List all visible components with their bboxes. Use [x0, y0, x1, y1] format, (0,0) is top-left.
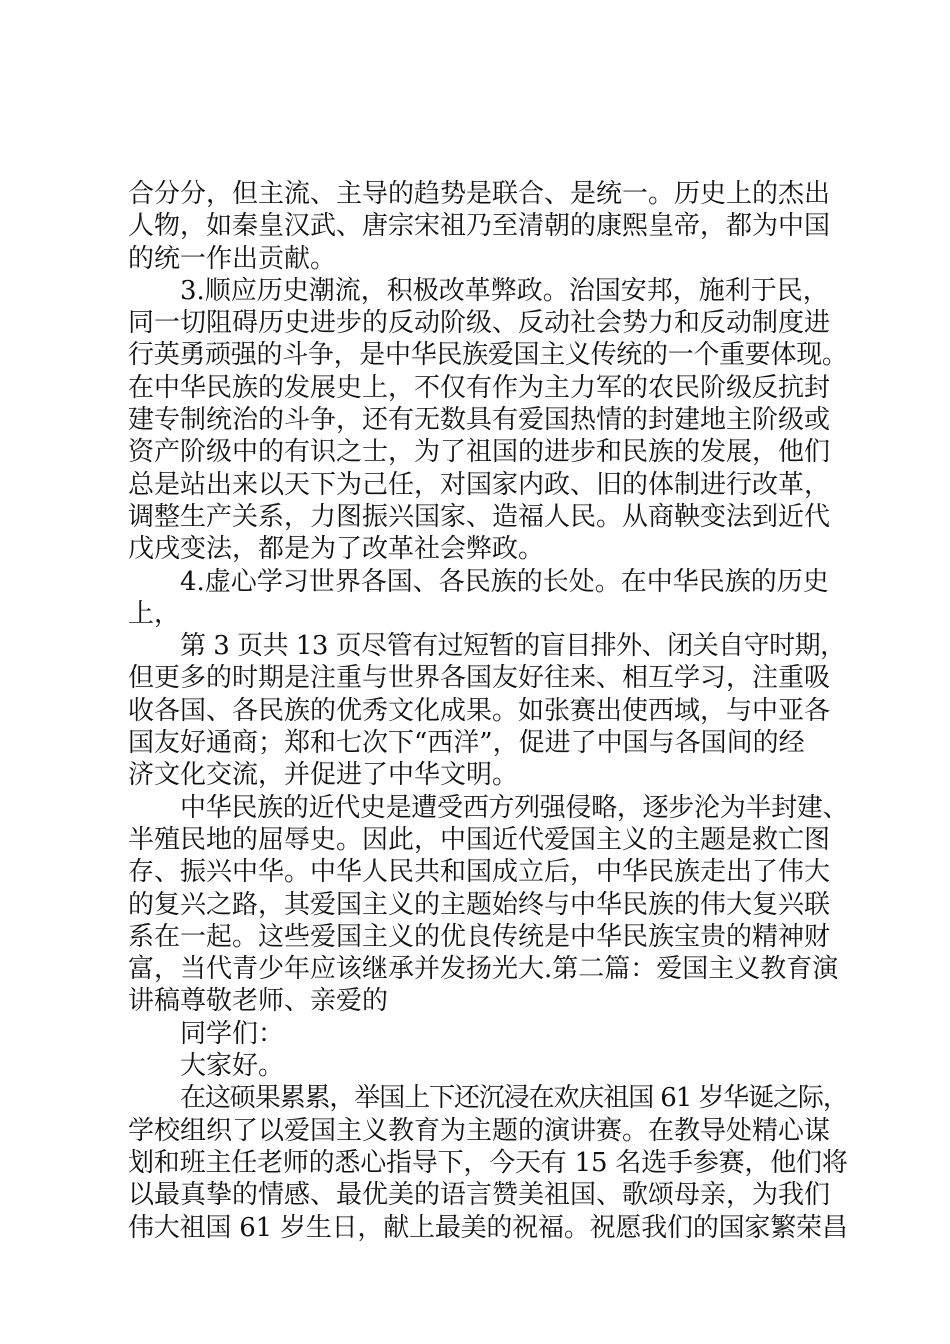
- text-line: 同一切阻碍历史进步的反动阶级、反动社会势力和反动制度进: [128, 308, 831, 339]
- text-line: 建专制统治的斗争，还有无数具有爱国热情的封建地主阶级或: [128, 405, 831, 436]
- text-line: 的复兴之路，其爱国主义的主题始终与中华民族的伟大复兴联: [128, 889, 831, 920]
- text-line: 合分分，但主流、主导的趋势是联合、是统一。历史上的杰出: [128, 179, 831, 209]
- text-line: 人物，如秦皇汉武、唐宗宋祖乃至清朝的康熙皇帝，都为中国: [128, 211, 831, 242]
- text-line: 大家好。: [180, 1051, 285, 1082]
- text-line: 学校组织了以爱国主义教育为主题的演讲赛。在教导处精心谋: [128, 1115, 831, 1146]
- text-line: 调整生产关系，力图振兴国家、造福人民。从商鞅变法到近代: [128, 501, 831, 532]
- document-body: [128, 178, 848, 1244]
- text-line: 划和班主任老师的悉心指导下，今天有 15 名选手参赛，他们将: [128, 1147, 848, 1178]
- text-line: 3.顺应历史潮流，积极改革弊政。治国安邦，施利于民，: [180, 275, 829, 306]
- text-line: 存、振兴中华。中华人民共和国成立后，中华民族走出了伟大: [128, 857, 831, 888]
- text-line: 系在一起。这些爱国主义的优良传统是中华民族宝贵的精神财: [128, 921, 831, 952]
- text-line: 伟大祖国 61 岁生日，献上最美的祝福。祝愿我们的国家繁荣昌: [128, 1212, 848, 1243]
- text-line: 的统一作出贡献。: [128, 243, 337, 274]
- text-line: 收各国、各民族的优秀文化成果。如张赛出使西域，与中亚各: [128, 695, 831, 726]
- text-line: 同学们：: [180, 1018, 285, 1049]
- text-line: 以最真挚的情感、最优美的语言赞美祖国、歌颂母亲，为我们: [128, 1180, 831, 1211]
- text-line: 总是站出来以天下为己任，对国家内政、旧的体制进行改革，: [128, 469, 831, 500]
- text-line: 4.虚心学习世界各国、各民族的长处。在中华民族的历史: [180, 566, 829, 597]
- text-line: 在中华民族的发展史上，不仅有作为主力军的农民阶级反抗封: [128, 372, 831, 403]
- text-line: 济文化交流，并促进了中华文明。: [128, 760, 519, 791]
- text-line: 上，: [128, 598, 181, 629]
- text-line: 在这硕果累累，举国上下还沉浸在欢庆祖国 61 岁华诞之际，: [180, 1083, 848, 1114]
- text-line: 富，当代青少年应该继承并发扬光大.第二篇：爱国主义教育演: [128, 954, 839, 985]
- text-line: 但更多的时期是注重与世界各国友好往来、相互学习，注重吸: [128, 663, 831, 694]
- text-line: 行英勇顽强的斗争，是中华民族爱国主义传统的一个重要体现。: [128, 340, 848, 371]
- text-line: 第 3 页共 13 页尽管有过短暂的盲目排外、闭关自守时期，: [180, 631, 846, 662]
- text-line: 讲稿尊敬老师、亲爱的: [128, 986, 389, 1017]
- text-line: 半殖民地的屈辱史。因此，中国近代爱国主义的主题是救亡图: [128, 824, 831, 855]
- text-line: 资产阶级中的有识之士，为了祖国的进步和民族的发展，他们: [128, 437, 831, 468]
- text-line: 戊戌变法，都是为了改革社会弊政。: [128, 534, 545, 565]
- text-line: 国友好通商；郑和七次下“西洋”，促进了中国与各国间的经: [128, 728, 805, 759]
- text-line: 中华民族的近代史是遭受西方列强侵略，逐步沦为半封建、: [180, 792, 849, 823]
